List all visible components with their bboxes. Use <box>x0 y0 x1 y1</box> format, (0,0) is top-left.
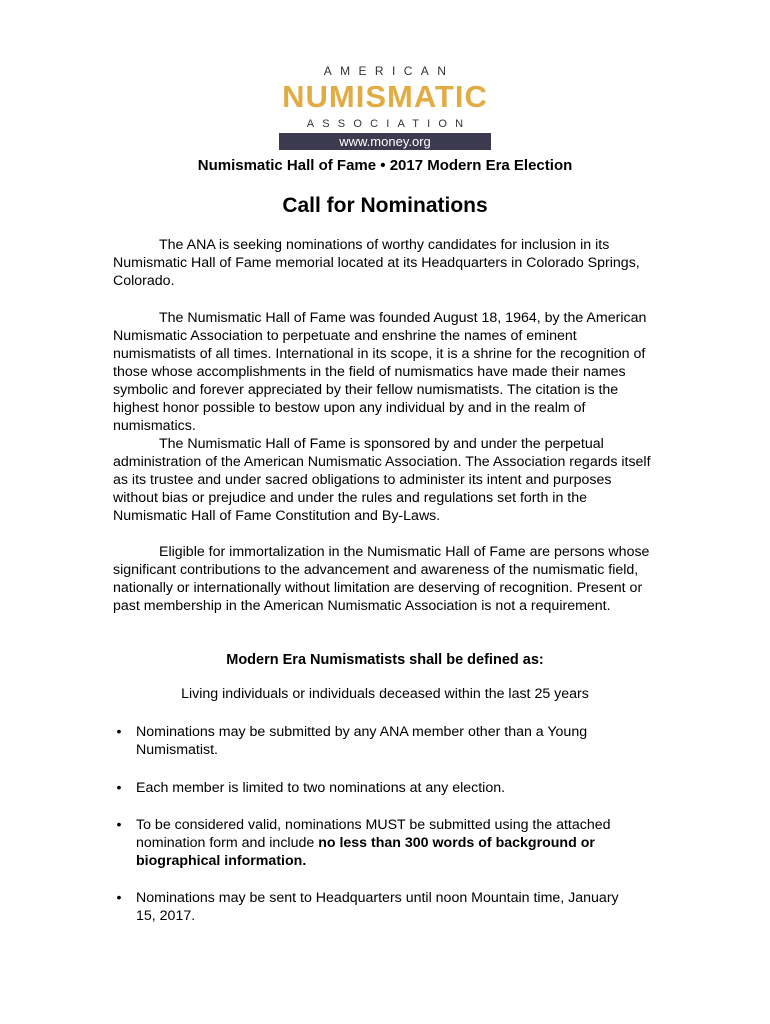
logo-text-association: ASSOCIATION <box>306 118 472 130</box>
page-title: Call for Nominations <box>282 194 488 217</box>
bullet-icon: • <box>116 724 122 740</box>
bullet-icon: • <box>116 817 122 833</box>
paragraph-intro: The ANA is seeking nominations of worthy candidates for inclusion in its Numismatic Hall of Fame memorial located at its Headquarters in Colorado Springs, Colorado. <box>113 237 640 289</box>
list-item <box>113 723 658 759</box>
logo-text-american: AMERICAN <box>323 64 455 78</box>
list-item <box>113 816 658 870</box>
bullet-icon: • <box>116 890 122 906</box>
list-item-text: Nominations may be sent to Headquarters until noon Mountain time, January 15, 2017. <box>136 890 619 924</box>
page-subtitle: Numismatic Hall of Fame • 2017 Modern Era Election <box>197 157 573 174</box>
list-item-text: Nominations may be submitted by any ANA member other than a Young Numismatist. <box>136 724 588 758</box>
ana-logo <box>270 64 500 150</box>
list-item-text-emphasis: no less than 300 words of background or biographical information. <box>136 835 595 869</box>
logo-url-bar: www.money.org <box>279 133 491 150</box>
bullet-icon: • <box>116 780 122 796</box>
section-heading: Modern Era Numismatists shall be defined as: <box>226 652 544 668</box>
paragraph-administration: The Numismatic Hall of Fame is sponsored by and under the perpetual administration of the American Numismatic Association. The Association regards itself as its trustee and under sacred obligations to administer its intent and purposes without bias or prejudice and under the rules and regulations set forth in the Numismatic Hall of Fame Constitution and By-Laws. <box>113 436 651 524</box>
logo-text-numismatic: NUMISMATIC <box>282 79 488 114</box>
paragraph-history: The Numismatic Hall of Fame was founded August 18, 1964, by the American Numismatic Association to perpetuate and enshrine the names of eminent numismatists of all times. International in its scope, it is a shrine for the recognition of those whose accomplishments in the field of numismatics have made their names symbolic and forever appreciated by their fellow numismatists. The citation is the highest honor possible to bestow upon any individual by and in the realm of numismatics. <box>113 310 647 434</box>
list-item-text-regular: To be considered valid, nominations MUST be submitted using the attached nomination form and include <box>136 817 611 851</box>
section-definition: Living individuals or individuals deceased within the last 25 years <box>181 686 589 702</box>
paragraph-eligibility: Eligible for immortalization in the Numismatic Hall of Fame are persons whose significant contributions to the advancement and awareness of the numismatic field, nationally or internationally without limitation are deserving of recognition. Present or past membership in the American Numismatic Association is not a requirement. <box>113 544 650 614</box>
list-item <box>113 779 658 797</box>
list-item <box>113 889 658 925</box>
list-item-text: Each member is limited to two nominations at any election. <box>136 780 506 796</box>
list-item-text <box>136 816 636 870</box>
